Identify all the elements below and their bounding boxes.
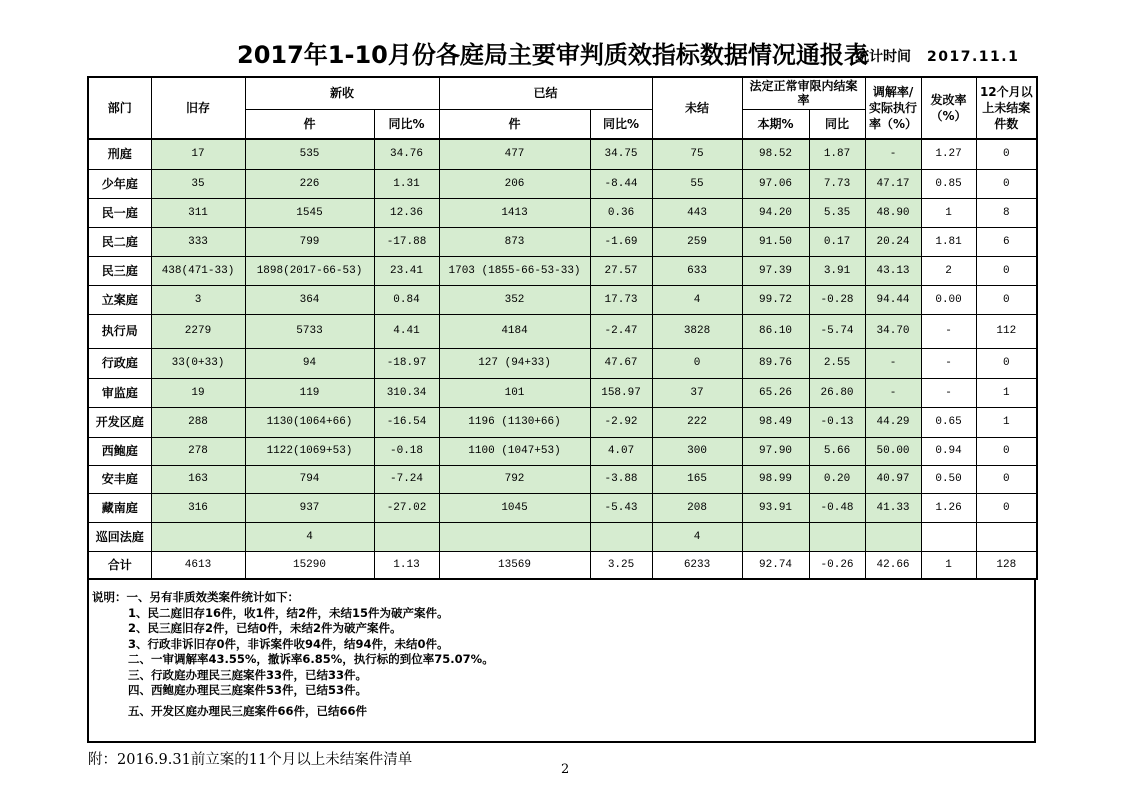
header-pending: 未结 bbox=[652, 77, 742, 139]
table-row bbox=[88, 493, 1037, 522]
cell-rate-yoy bbox=[809, 522, 865, 551]
dept-name: 执行局 bbox=[88, 314, 151, 348]
cell-closed-yoy: 0.36 bbox=[590, 198, 652, 227]
cell-new-yoy: 34.76 bbox=[374, 139, 439, 169]
cell-old: 311 bbox=[151, 198, 245, 227]
cell-old: 278 bbox=[151, 437, 245, 465]
cell-rate-current bbox=[742, 522, 809, 551]
table-row bbox=[88, 314, 1037, 348]
cell-rate-current: 97.90 bbox=[742, 437, 809, 465]
header-line: 件数 bbox=[994, 117, 1019, 131]
cell-reversal: 0.65 bbox=[921, 407, 976, 437]
cell-old: 33(0+33) bbox=[151, 348, 245, 378]
page-title: 2017年1-10月份各庭局主要审判质效指标数据情况通报表 bbox=[237, 41, 868, 69]
dept-name: 立案庭 bbox=[88, 285, 151, 314]
cell-closed-yoy: 27.57 bbox=[590, 256, 652, 285]
cell-overdue: 1 bbox=[976, 378, 1037, 407]
table-row bbox=[88, 227, 1037, 256]
cell-rate-current: 92.74 bbox=[742, 551, 809, 579]
cell-rate-current: 65.26 bbox=[742, 378, 809, 407]
cell-overdue: 1 bbox=[976, 407, 1037, 437]
cell-overdue: 0 bbox=[976, 348, 1037, 378]
header-new: 新收 bbox=[245, 77, 439, 109]
cell-new-count: 4 bbox=[245, 522, 374, 551]
cell-reversal: 1.27 bbox=[921, 139, 976, 169]
cell-rate-yoy: -5.74 bbox=[809, 314, 865, 348]
cell-new-count: 226 bbox=[245, 169, 374, 198]
cell-rate-current: 97.06 bbox=[742, 169, 809, 198]
cell-rate-current: 86.10 bbox=[742, 314, 809, 348]
cell-mediation: 48.90 bbox=[865, 198, 921, 227]
cell-old: 288 bbox=[151, 407, 245, 437]
cell-closed-count: 13569 bbox=[439, 551, 590, 579]
cell-mediation bbox=[865, 522, 921, 551]
cell-rate-yoy: 5.66 bbox=[809, 437, 865, 465]
cell-pending: 633 bbox=[652, 256, 742, 285]
dept-name: 开发区庭 bbox=[88, 407, 151, 437]
cell-closed-yoy: 4.07 bbox=[590, 437, 652, 465]
cell-closed-count: 1100 (1047+53) bbox=[439, 437, 590, 465]
header-rate-current: 本期% bbox=[742, 109, 809, 139]
total-row bbox=[88, 551, 1037, 579]
cell-rate-yoy: 26.80 bbox=[809, 378, 865, 407]
stat-time-value: 2017.11.1 bbox=[927, 49, 1020, 65]
cell-old: 3 bbox=[151, 285, 245, 314]
note-line: 五、开发区庭办理民三庭案件66件，已结66件 bbox=[128, 703, 368, 718]
note-line: 2、民三庭旧存2件，已结0件，未结2件为破产案件。 bbox=[128, 621, 402, 635]
appendix-note: 附：2016.9.31前立案的11个月以上未结案件清单 bbox=[88, 752, 413, 768]
cell-rate-yoy: 1.87 bbox=[809, 139, 865, 169]
cell-mediation: 42.66 bbox=[865, 551, 921, 579]
cell-overdue: 128 bbox=[976, 551, 1037, 579]
cell-closed-yoy: -2.92 bbox=[590, 407, 652, 437]
cell-mediation: - bbox=[865, 378, 921, 407]
cell-new-count: 94 bbox=[245, 348, 374, 378]
cell-rate-current: 98.49 bbox=[742, 407, 809, 437]
cell-rate-yoy: -0.48 bbox=[809, 493, 865, 522]
cell-pending: 4 bbox=[652, 285, 742, 314]
cell-rate-current: 91.50 bbox=[742, 227, 809, 256]
cell-mediation: - bbox=[865, 348, 921, 378]
cell-old bbox=[151, 522, 245, 551]
cell-rate-yoy: -0.26 bbox=[809, 551, 865, 579]
cell-closed-yoy: 34.75 bbox=[590, 139, 652, 169]
cell-rate-yoy: -0.28 bbox=[809, 285, 865, 314]
cell-rate-current: 97.39 bbox=[742, 256, 809, 285]
cell-new-yoy: -0.18 bbox=[374, 437, 439, 465]
cell-rate-current: 94.20 bbox=[742, 198, 809, 227]
cell-new-count: 535 bbox=[245, 139, 374, 169]
cell-overdue: 0 bbox=[976, 169, 1037, 198]
cell-overdue: 6 bbox=[976, 227, 1037, 256]
cell-reversal: - bbox=[921, 348, 976, 378]
note-line: 四、西鲍庭办理民三庭案件53件，已结53件。 bbox=[128, 683, 368, 697]
cell-reversal: - bbox=[921, 378, 976, 407]
cell-pending: 222 bbox=[652, 407, 742, 437]
cell-rate-yoy: 0.20 bbox=[809, 465, 865, 493]
cell-overdue: 0 bbox=[976, 493, 1037, 522]
table-row bbox=[88, 256, 1037, 285]
cell-pending: 300 bbox=[652, 437, 742, 465]
header-line: （%） bbox=[930, 109, 967, 123]
header-line: 率 bbox=[797, 93, 810, 108]
cell-new-count: 1545 bbox=[245, 198, 374, 227]
cell-new-count: 1130(1064+66) bbox=[245, 407, 374, 437]
cell-rate-current: 98.99 bbox=[742, 465, 809, 493]
cell-mediation: 41.33 bbox=[865, 493, 921, 522]
header-dept: 部门 bbox=[88, 77, 151, 139]
table-row bbox=[88, 437, 1037, 465]
note-line: 三、行政庭办理民三庭案件33件，已结33件。 bbox=[128, 667, 368, 682]
cell-new-count: 799 bbox=[245, 227, 374, 256]
cell-rate-current: 93.91 bbox=[742, 493, 809, 522]
dept-name: 少年庭 bbox=[88, 169, 151, 198]
cell-new-yoy: -18.97 bbox=[374, 348, 439, 378]
cell-new-yoy bbox=[374, 522, 439, 551]
cell-rate-yoy: 0.17 bbox=[809, 227, 865, 256]
cell-old: 2279 bbox=[151, 314, 245, 348]
header-line: 实际执行 bbox=[869, 101, 918, 115]
cell-new-count: 794 bbox=[245, 465, 374, 493]
cell-new-count: 15290 bbox=[245, 551, 374, 579]
header-new-count: 件 bbox=[245, 109, 374, 139]
cell-rate-current: 89.76 bbox=[742, 348, 809, 378]
cell-rate-current: 98.52 bbox=[742, 139, 809, 169]
cell-closed-count bbox=[439, 522, 590, 551]
cell-overdue: 8 bbox=[976, 198, 1037, 227]
cell-old: 438(471-33) bbox=[151, 256, 245, 285]
cell-closed-count: 127 (94+33) bbox=[439, 348, 590, 378]
cell-rate-yoy: -0.13 bbox=[809, 407, 865, 437]
cell-new-count: 1122(1069+53) bbox=[245, 437, 374, 465]
dept-name: 民二庭 bbox=[88, 227, 151, 256]
header-closed-yoy: 同比% bbox=[590, 109, 652, 139]
cell-reversal: 1 bbox=[921, 551, 976, 579]
cell-pending: 0 bbox=[652, 348, 742, 378]
page-number: 2 bbox=[561, 762, 570, 777]
header-line: 12个月以 bbox=[979, 85, 1033, 99]
cell-closed-count: 1196 (1130+66) bbox=[439, 407, 590, 437]
cell-reversal: 0.00 bbox=[921, 285, 976, 314]
table-row bbox=[88, 285, 1037, 314]
cell-mediation: 34.70 bbox=[865, 314, 921, 348]
dept-name: 民三庭 bbox=[88, 256, 151, 285]
cell-old: 316 bbox=[151, 493, 245, 522]
dept-name: 合计 bbox=[88, 551, 151, 579]
cell-closed-yoy: -3.88 bbox=[590, 465, 652, 493]
cell-new-count: 119 bbox=[245, 378, 374, 407]
cell-reversal: 2 bbox=[921, 256, 976, 285]
cell-new-yoy: -17.88 bbox=[374, 227, 439, 256]
cell-mediation: 40.97 bbox=[865, 465, 921, 493]
note-line: 1、民二庭旧存16件，收1件，结2件，未结15件为破产案件。 bbox=[128, 605, 449, 620]
notes-box bbox=[87, 578, 1036, 743]
cell-rate-yoy: 3.91 bbox=[809, 256, 865, 285]
cell-old: 163 bbox=[151, 465, 245, 493]
cell-new-yoy: -27.02 bbox=[374, 493, 439, 522]
report-table bbox=[87, 76, 1038, 580]
cell-new-yoy: 1.31 bbox=[374, 169, 439, 198]
cell-closed-yoy: -2.47 bbox=[590, 314, 652, 348]
table-row bbox=[88, 169, 1037, 198]
cell-reversal bbox=[921, 522, 976, 551]
cell-new-yoy: 4.41 bbox=[374, 314, 439, 348]
table-body bbox=[88, 139, 1037, 579]
cell-pending: 443 bbox=[652, 198, 742, 227]
cell-old: 17 bbox=[151, 139, 245, 169]
cell-closed-count: 1045 bbox=[439, 493, 590, 522]
dept-name: 刑庭 bbox=[88, 139, 151, 169]
cell-closed-count: 4184 bbox=[439, 314, 590, 348]
cell-overdue: 0 bbox=[976, 437, 1037, 465]
table-row bbox=[88, 139, 1037, 169]
cell-mediation: 20.24 bbox=[865, 227, 921, 256]
cell-closed-count: 352 bbox=[439, 285, 590, 314]
cell-closed-count: 477 bbox=[439, 139, 590, 169]
cell-closed-count: 1413 bbox=[439, 198, 590, 227]
cell-new-yoy: 310.34 bbox=[374, 378, 439, 407]
dept-name: 巡回法庭 bbox=[88, 522, 151, 551]
cell-pending: 75 bbox=[652, 139, 742, 169]
cell-new-yoy: 1.13 bbox=[374, 551, 439, 579]
table-row bbox=[88, 407, 1037, 437]
cell-overdue: 0 bbox=[976, 139, 1037, 169]
table-row bbox=[88, 522, 1037, 551]
cell-closed-count: 1703 (1855-66-53-33) bbox=[439, 256, 590, 285]
cell-mediation: 44.29 bbox=[865, 407, 921, 437]
dept-name: 行政庭 bbox=[88, 348, 151, 378]
cell-pending: 3828 bbox=[652, 314, 742, 348]
cell-pending: 37 bbox=[652, 378, 742, 407]
cell-mediation: 47.17 bbox=[865, 169, 921, 198]
cell-pending: 165 bbox=[652, 465, 742, 493]
cell-overdue bbox=[976, 522, 1037, 551]
cell-pending: 208 bbox=[652, 493, 742, 522]
cell-new-yoy: 12.36 bbox=[374, 198, 439, 227]
cell-reversal: 0.85 bbox=[921, 169, 976, 198]
header-line: 法定正常审限内结案 bbox=[749, 79, 858, 94]
cell-old: 35 bbox=[151, 169, 245, 198]
cell-mediation: 43.13 bbox=[865, 256, 921, 285]
cell-closed-yoy: -1.69 bbox=[590, 227, 652, 256]
header-line: 调解率/ bbox=[872, 85, 914, 99]
dept-name: 审监庭 bbox=[88, 378, 151, 407]
cell-rate-yoy: 2.55 bbox=[809, 348, 865, 378]
note-line: 二、一审调解率43.55%，撤诉率6.85%，执行标的到位率75.07%。 bbox=[128, 652, 494, 666]
cell-overdue: 0 bbox=[976, 256, 1037, 285]
cell-closed-count: 873 bbox=[439, 227, 590, 256]
cell-pending: 259 bbox=[652, 227, 742, 256]
cell-pending: 6233 bbox=[652, 551, 742, 579]
header-line: 上未结案 bbox=[982, 101, 1031, 115]
cell-pending: 4 bbox=[652, 522, 742, 551]
cell-new-yoy: 23.41 bbox=[374, 256, 439, 285]
cell-rate-yoy: 7.73 bbox=[809, 169, 865, 198]
header-statutory-rate bbox=[742, 77, 865, 109]
cell-closed-yoy: 158.97 bbox=[590, 378, 652, 407]
cell-new-count: 5733 bbox=[245, 314, 374, 348]
cell-closed-count: 792 bbox=[439, 465, 590, 493]
header-old: 旧存 bbox=[151, 77, 245, 139]
cell-overdue: 112 bbox=[976, 314, 1037, 348]
table-row bbox=[88, 465, 1037, 493]
header-closed: 已结 bbox=[439, 77, 652, 109]
header-line: 发改率 bbox=[930, 93, 967, 107]
table-row bbox=[88, 348, 1037, 378]
cell-reversal: - bbox=[921, 314, 976, 348]
header-overdue-cases bbox=[976, 77, 1037, 139]
header-rate-yoy: 同比 bbox=[809, 109, 865, 139]
dept-name: 民一庭 bbox=[88, 198, 151, 227]
cell-closed-yoy: -8.44 bbox=[590, 169, 652, 198]
dept-name: 安丰庭 bbox=[88, 465, 151, 493]
cell-overdue: 0 bbox=[976, 465, 1037, 493]
cell-closed-yoy: 47.67 bbox=[590, 348, 652, 378]
cell-new-yoy: -7.24 bbox=[374, 465, 439, 493]
cell-closed-yoy bbox=[590, 522, 652, 551]
cell-closed-count: 101 bbox=[439, 378, 590, 407]
cell-new-yoy: -16.54 bbox=[374, 407, 439, 437]
cell-new-yoy: 0.84 bbox=[374, 285, 439, 314]
cell-reversal: 1.81 bbox=[921, 227, 976, 256]
cell-mediation: 94.44 bbox=[865, 285, 921, 314]
header-line: 率（%） bbox=[869, 117, 918, 131]
table-row bbox=[88, 198, 1037, 227]
cell-mediation: 50.00 bbox=[865, 437, 921, 465]
cell-closed-yoy: -5.43 bbox=[590, 493, 652, 522]
cell-closed-count: 206 bbox=[439, 169, 590, 198]
dept-name: 西鲍庭 bbox=[88, 437, 151, 465]
cell-old: 19 bbox=[151, 378, 245, 407]
cell-new-count: 364 bbox=[245, 285, 374, 314]
header-reversal-rate bbox=[921, 77, 976, 139]
cell-mediation: - bbox=[865, 139, 921, 169]
table-row bbox=[88, 378, 1037, 407]
cell-old: 333 bbox=[151, 227, 245, 256]
cell-reversal: 1.26 bbox=[921, 493, 976, 522]
dept-name: 藏南庭 bbox=[88, 493, 151, 522]
stat-time-label: 统计时间 bbox=[855, 49, 911, 65]
cell-reversal: 0.94 bbox=[921, 437, 976, 465]
cell-reversal: 0.50 bbox=[921, 465, 976, 493]
note-line: 说明：一、另有非质效类案件统计如下： bbox=[92, 590, 299, 604]
cell-closed-yoy: 3.25 bbox=[590, 551, 652, 579]
cell-new-count: 1898(2017-66-53) bbox=[245, 256, 374, 285]
note-line: 3、行政非诉旧存0件，非诉案件收94件，结94件，未结0件。 bbox=[128, 636, 449, 651]
cell-pending: 55 bbox=[652, 169, 742, 198]
cell-rate-current: 99.72 bbox=[742, 285, 809, 314]
header-closed-count: 件 bbox=[439, 109, 590, 139]
header-new-yoy: 同比% bbox=[374, 109, 439, 139]
cell-rate-yoy: 5.35 bbox=[809, 198, 865, 227]
header-row-1 bbox=[88, 77, 1037, 109]
header-mediation-rate bbox=[865, 77, 921, 139]
cell-new-count: 937 bbox=[245, 493, 374, 522]
cell-overdue: 0 bbox=[976, 285, 1037, 314]
cell-closed-yoy: 17.73 bbox=[590, 285, 652, 314]
cell-old: 4613 bbox=[151, 551, 245, 579]
cell-reversal: 1 bbox=[921, 198, 976, 227]
